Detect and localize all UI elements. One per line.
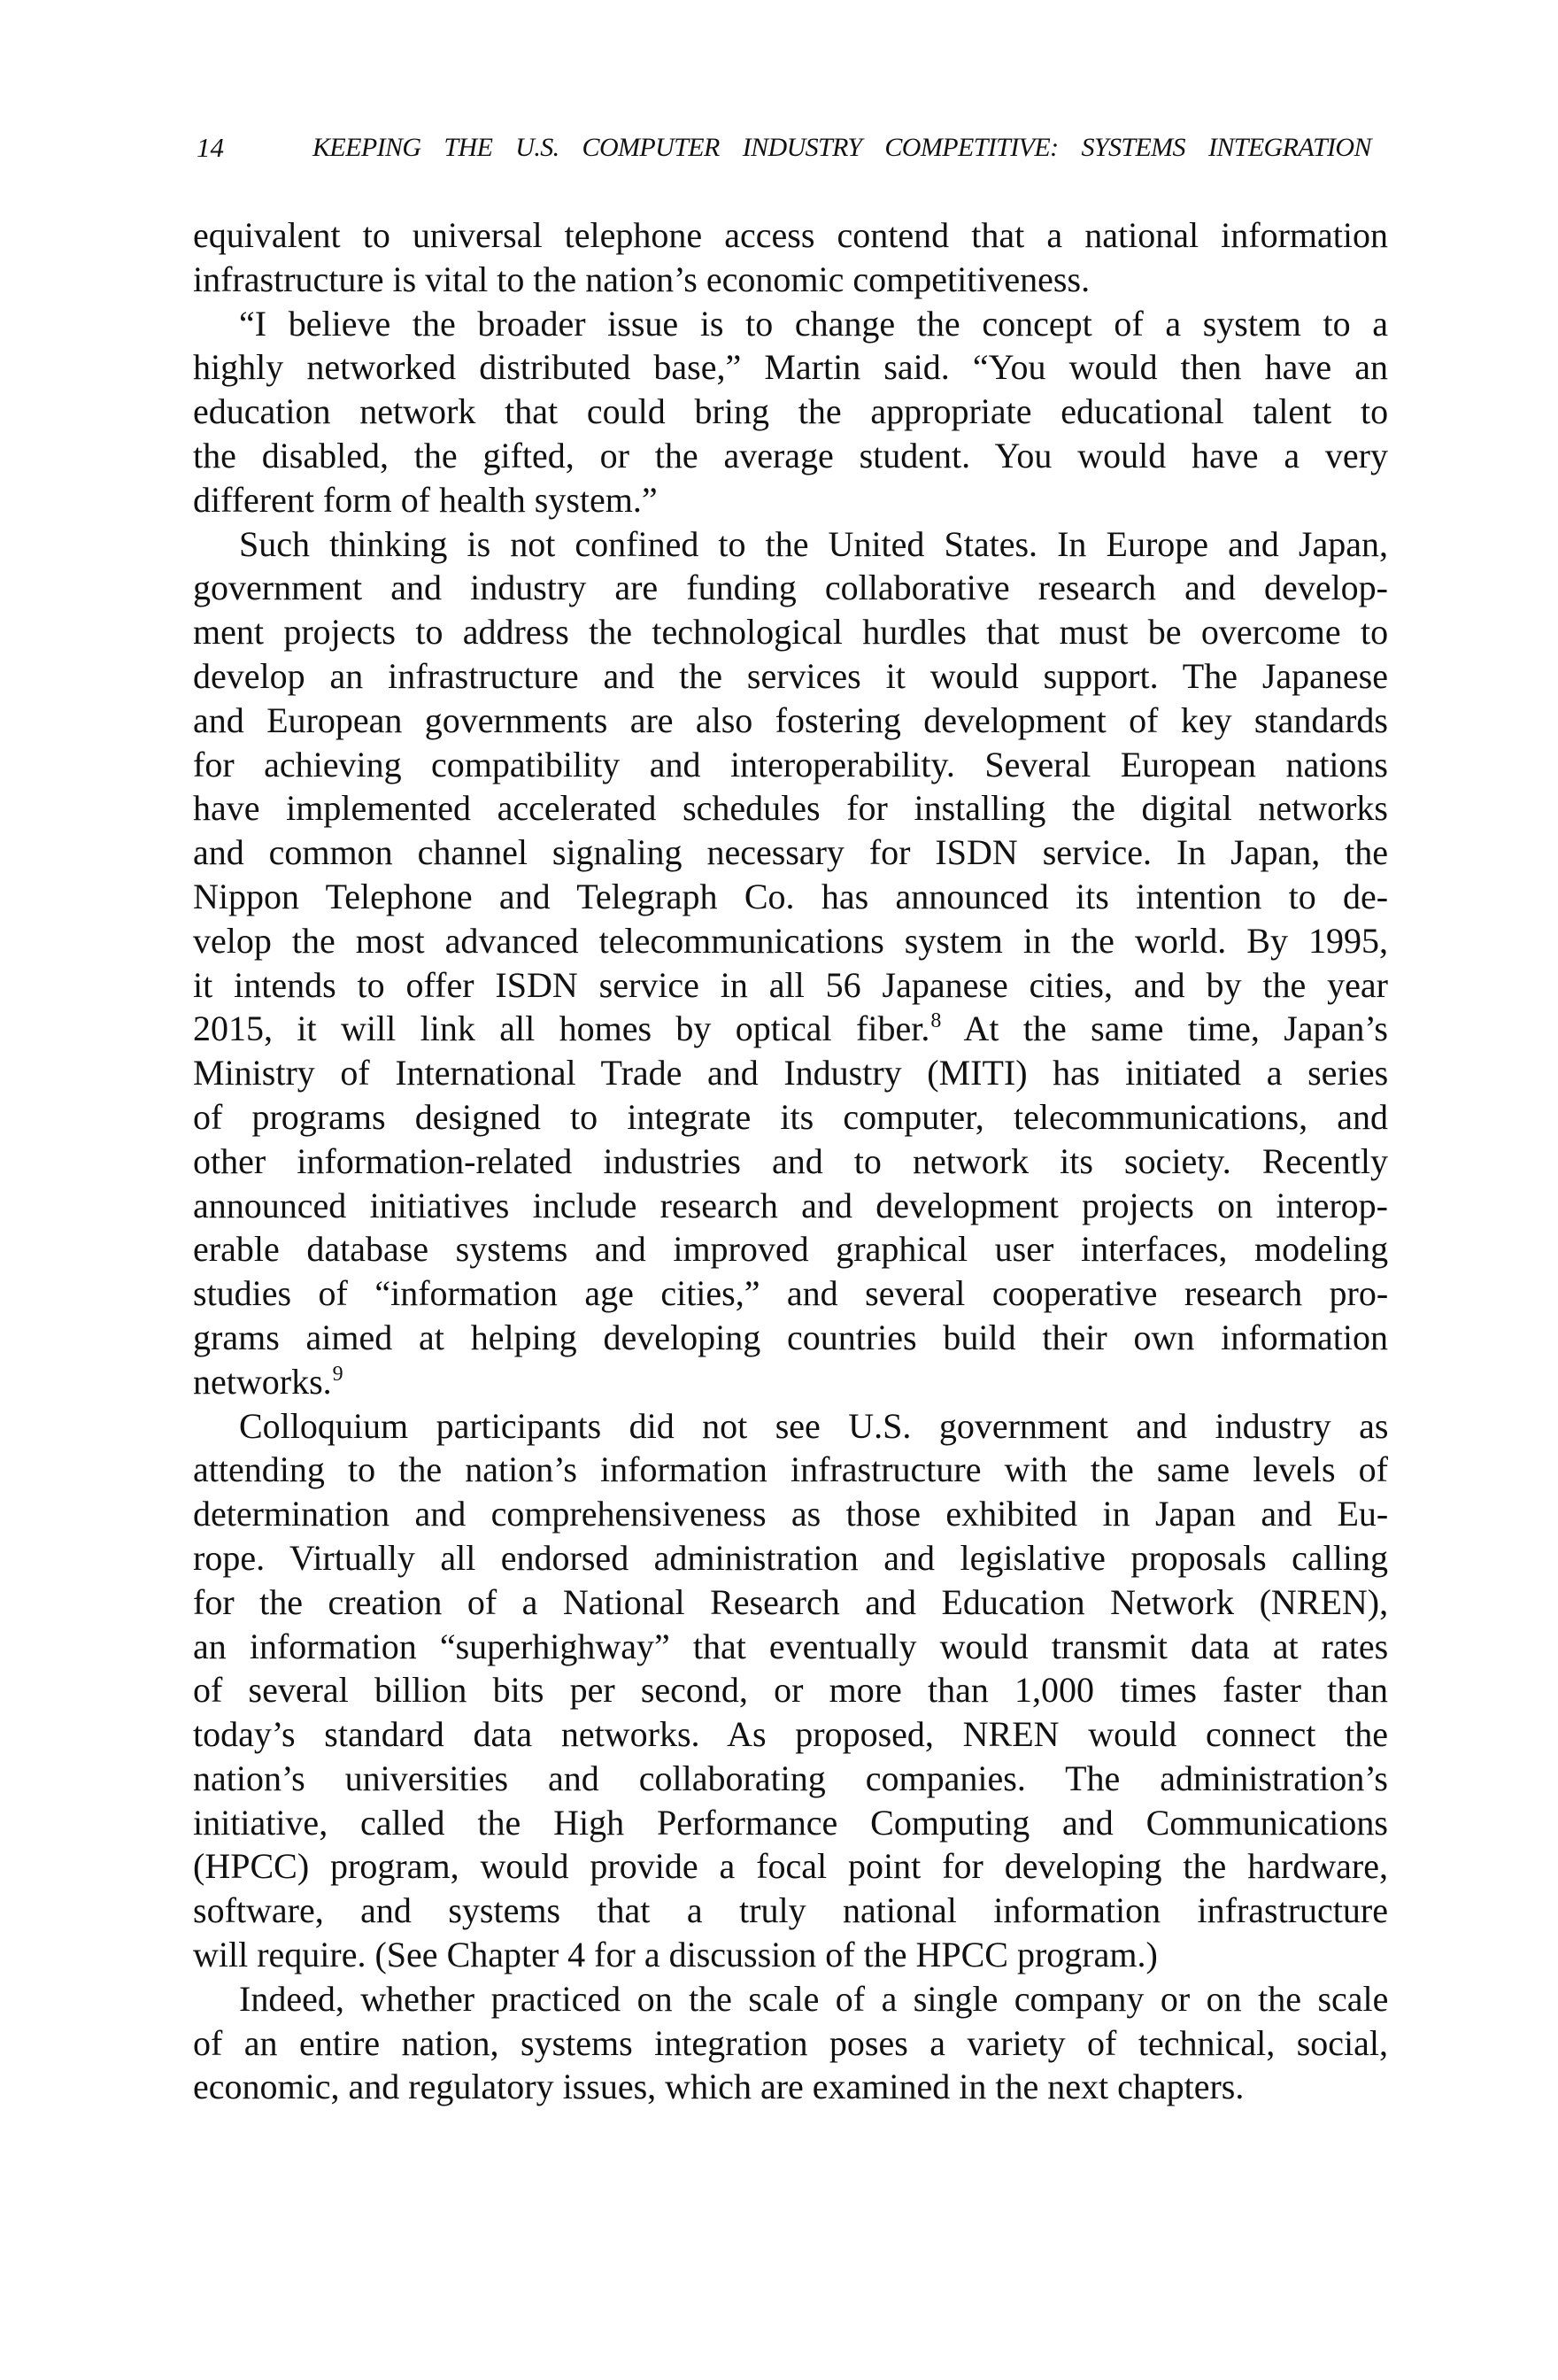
line-text: Indeed, whether practiced on the scale of a single company or on the scale [239, 1978, 1389, 2019]
running-head [197, 132, 1388, 164]
text-line [193, 478, 1388, 522]
line-text: determination and comprehensiveness as those exhibited in Japan and Eu- [193, 1494, 1389, 1534]
text-line [193, 610, 1388, 654]
line-text: attending to the nation’s information infrastructure with the same levels of [193, 1449, 1388, 1490]
text-line [193, 919, 1388, 963]
line-text: Such thinking is not confined to the United States. In Europe and Japan, [239, 523, 1388, 564]
line-text: rope. Virtually all endorsed administration and legislative proposals calling [193, 1537, 1388, 1578]
line-text: economic, and regulatory issues, which are examined in the next chapters. [193, 2067, 1245, 2107]
text-line [193, 1757, 1388, 1801]
line-text: networks. [193, 1361, 332, 1402]
line-text: Ministry of International Trade and Industry (MITI) has initiated a series [193, 1053, 1389, 1093]
text-line [193, 875, 1388, 919]
footnote-marker: 9 [332, 1362, 343, 1386]
text-line [193, 1140, 1388, 1184]
text-line [193, 1227, 1388, 1271]
text-line [193, 566, 1388, 610]
body-text [193, 213, 1388, 2109]
line-text: of several billion bits per second, or more than 1,000 times faster than [193, 1670, 1388, 1711]
text-line [193, 522, 1388, 567]
line-text-after-footnote: At the same time, Japan’s [941, 1008, 1388, 1049]
text-line [193, 1271, 1388, 1316]
text-line [193, 1933, 1388, 1977]
line-text: velop the most advanced telecommunications system in the world. By 1995, [193, 920, 1388, 961]
text-line [193, 258, 1388, 302]
text-line [193, 1668, 1388, 1712]
line-text: Nippon Telephone and Telegraph Co. has announced its intention to de- [193, 876, 1389, 916]
text-line [193, 345, 1388, 390]
paragraph [193, 213, 1388, 302]
text-line [193, 2065, 1388, 2109]
text-line [193, 434, 1388, 478]
line-text: infrastructure is vital to the nation’s economic competitiveness. [193, 259, 1091, 299]
text-line [193, 1889, 1388, 1933]
line-text: ment projects to address the technological hurdles that must be overcome to [193, 612, 1389, 653]
line-text: for the creation of a National Research and Education Network (NREN), [193, 1581, 1389, 1622]
text-line [193, 1580, 1388, 1625]
footnote-marker: 8 [930, 1009, 942, 1033]
line-text: of an entire nation, systems integration poses a variety of technical, social, [193, 2022, 1388, 2063]
line-text: (HPCC) program, would provide a focal point for developing the hardware, [193, 1846, 1388, 1887]
line-text: announced initiatives include research and development projects on interop- [193, 1185, 1388, 1225]
running-title: KEEPING THE U.S. COMPUTER INDUSTRY COMPETITIVE: SYSTEMS INTEGRATION [312, 133, 1371, 162]
line-text: have implemented accelerated schedules for installing the digital networks [193, 788, 1388, 829]
line-text: and European governments are also fostering development of key standards [193, 699, 1388, 740]
line-text: the disabled, the gifted, or the average student. You would have a very [193, 435, 1388, 475]
line-text: Colloquium participants did not see U.S. government and industry as [239, 1405, 1389, 1446]
text-line [193, 2021, 1388, 2066]
text-line [193, 963, 1388, 1008]
line-text: equivalent to universal telephone access contend that a national information [193, 215, 1389, 255]
line-text: an information “superhighway” that eventually would transmit data at rates [193, 1626, 1389, 1666]
text-line [193, 1316, 1388, 1360]
text-line [193, 1404, 1388, 1449]
line-text: it intends to offer ISDN service in all 56 Japanese cities, and by the year [193, 964, 1388, 1005]
line-text: today’s standard data networks. As proposed, NREN would connect the [193, 1714, 1388, 1755]
text-line [193, 699, 1388, 743]
paragraph [193, 1977, 1388, 2109]
paragraph [193, 522, 1388, 1404]
line-text: software, and systems that a truly national information infrastructure [193, 1890, 1388, 1931]
text-line [193, 831, 1388, 875]
line-text: 2015, it will link all homes by optical fiber. [193, 1008, 930, 1049]
line-text: nation’s universities and collaborating companies. The administration’s [193, 1758, 1388, 1798]
line-text: government and industry are funding collaborative research and develop- [193, 568, 1388, 608]
text-line [193, 1801, 1388, 1845]
text-line [193, 786, 1388, 831]
paragraph [193, 302, 1388, 522]
page-number: 14 [197, 132, 224, 163]
text-line [193, 1625, 1388, 1669]
line-text: initiative, called the High Performance Computing and Communications [193, 1802, 1388, 1843]
text-line [193, 302, 1388, 346]
text-line [193, 213, 1388, 258]
line-text: and common channel signaling necessary for ISDN service. In Japan, the [193, 832, 1388, 873]
text-line [193, 1095, 1388, 1140]
line-text: different form of health system.” [193, 479, 658, 520]
line-text: of programs designed to integrate its computer, telecommunications, and [193, 1096, 1388, 1137]
line-text: for achieving compatibility and interoperability. Several European nations [193, 744, 1388, 784]
text-line [193, 1536, 1388, 1580]
line-text: education network that could bring the appropriate educational talent to [193, 391, 1389, 432]
paragraph [193, 1404, 1388, 1977]
text-line [193, 1007, 1388, 1051]
text-line [193, 654, 1388, 699]
line-text: “I believe the broader issue is to change the concept of a system to a [239, 303, 1388, 344]
line-text: other information-related industries and to network its society. Recently [193, 1140, 1388, 1181]
text-line [193, 1051, 1388, 1095]
text-line [193, 390, 1388, 434]
text-line [193, 1712, 1388, 1757]
text-line [193, 1360, 1388, 1404]
text-line [193, 1492, 1388, 1536]
text-line [193, 1448, 1388, 1492]
line-text: grams aimed at helping developing countries build their own information [193, 1317, 1388, 1357]
line-text: will require. (See Chapter 4 for a discussion of the HPCC program.) [193, 1935, 1158, 1975]
text-line [193, 1977, 1388, 2021]
line-text: studies of “information age cities,” and several cooperative research pro- [193, 1273, 1389, 1314]
line-text: erable database systems and improved graphical user interfaces, modeling [193, 1229, 1389, 1270]
line-text: develop an infrastructure and the services it would support. The Japanese [193, 655, 1388, 696]
text-line [193, 1184, 1388, 1228]
text-line [193, 743, 1388, 787]
line-text: highly networked distributed base,” Martin said. “You would then have an [193, 347, 1388, 388]
text-line [193, 1844, 1388, 1889]
